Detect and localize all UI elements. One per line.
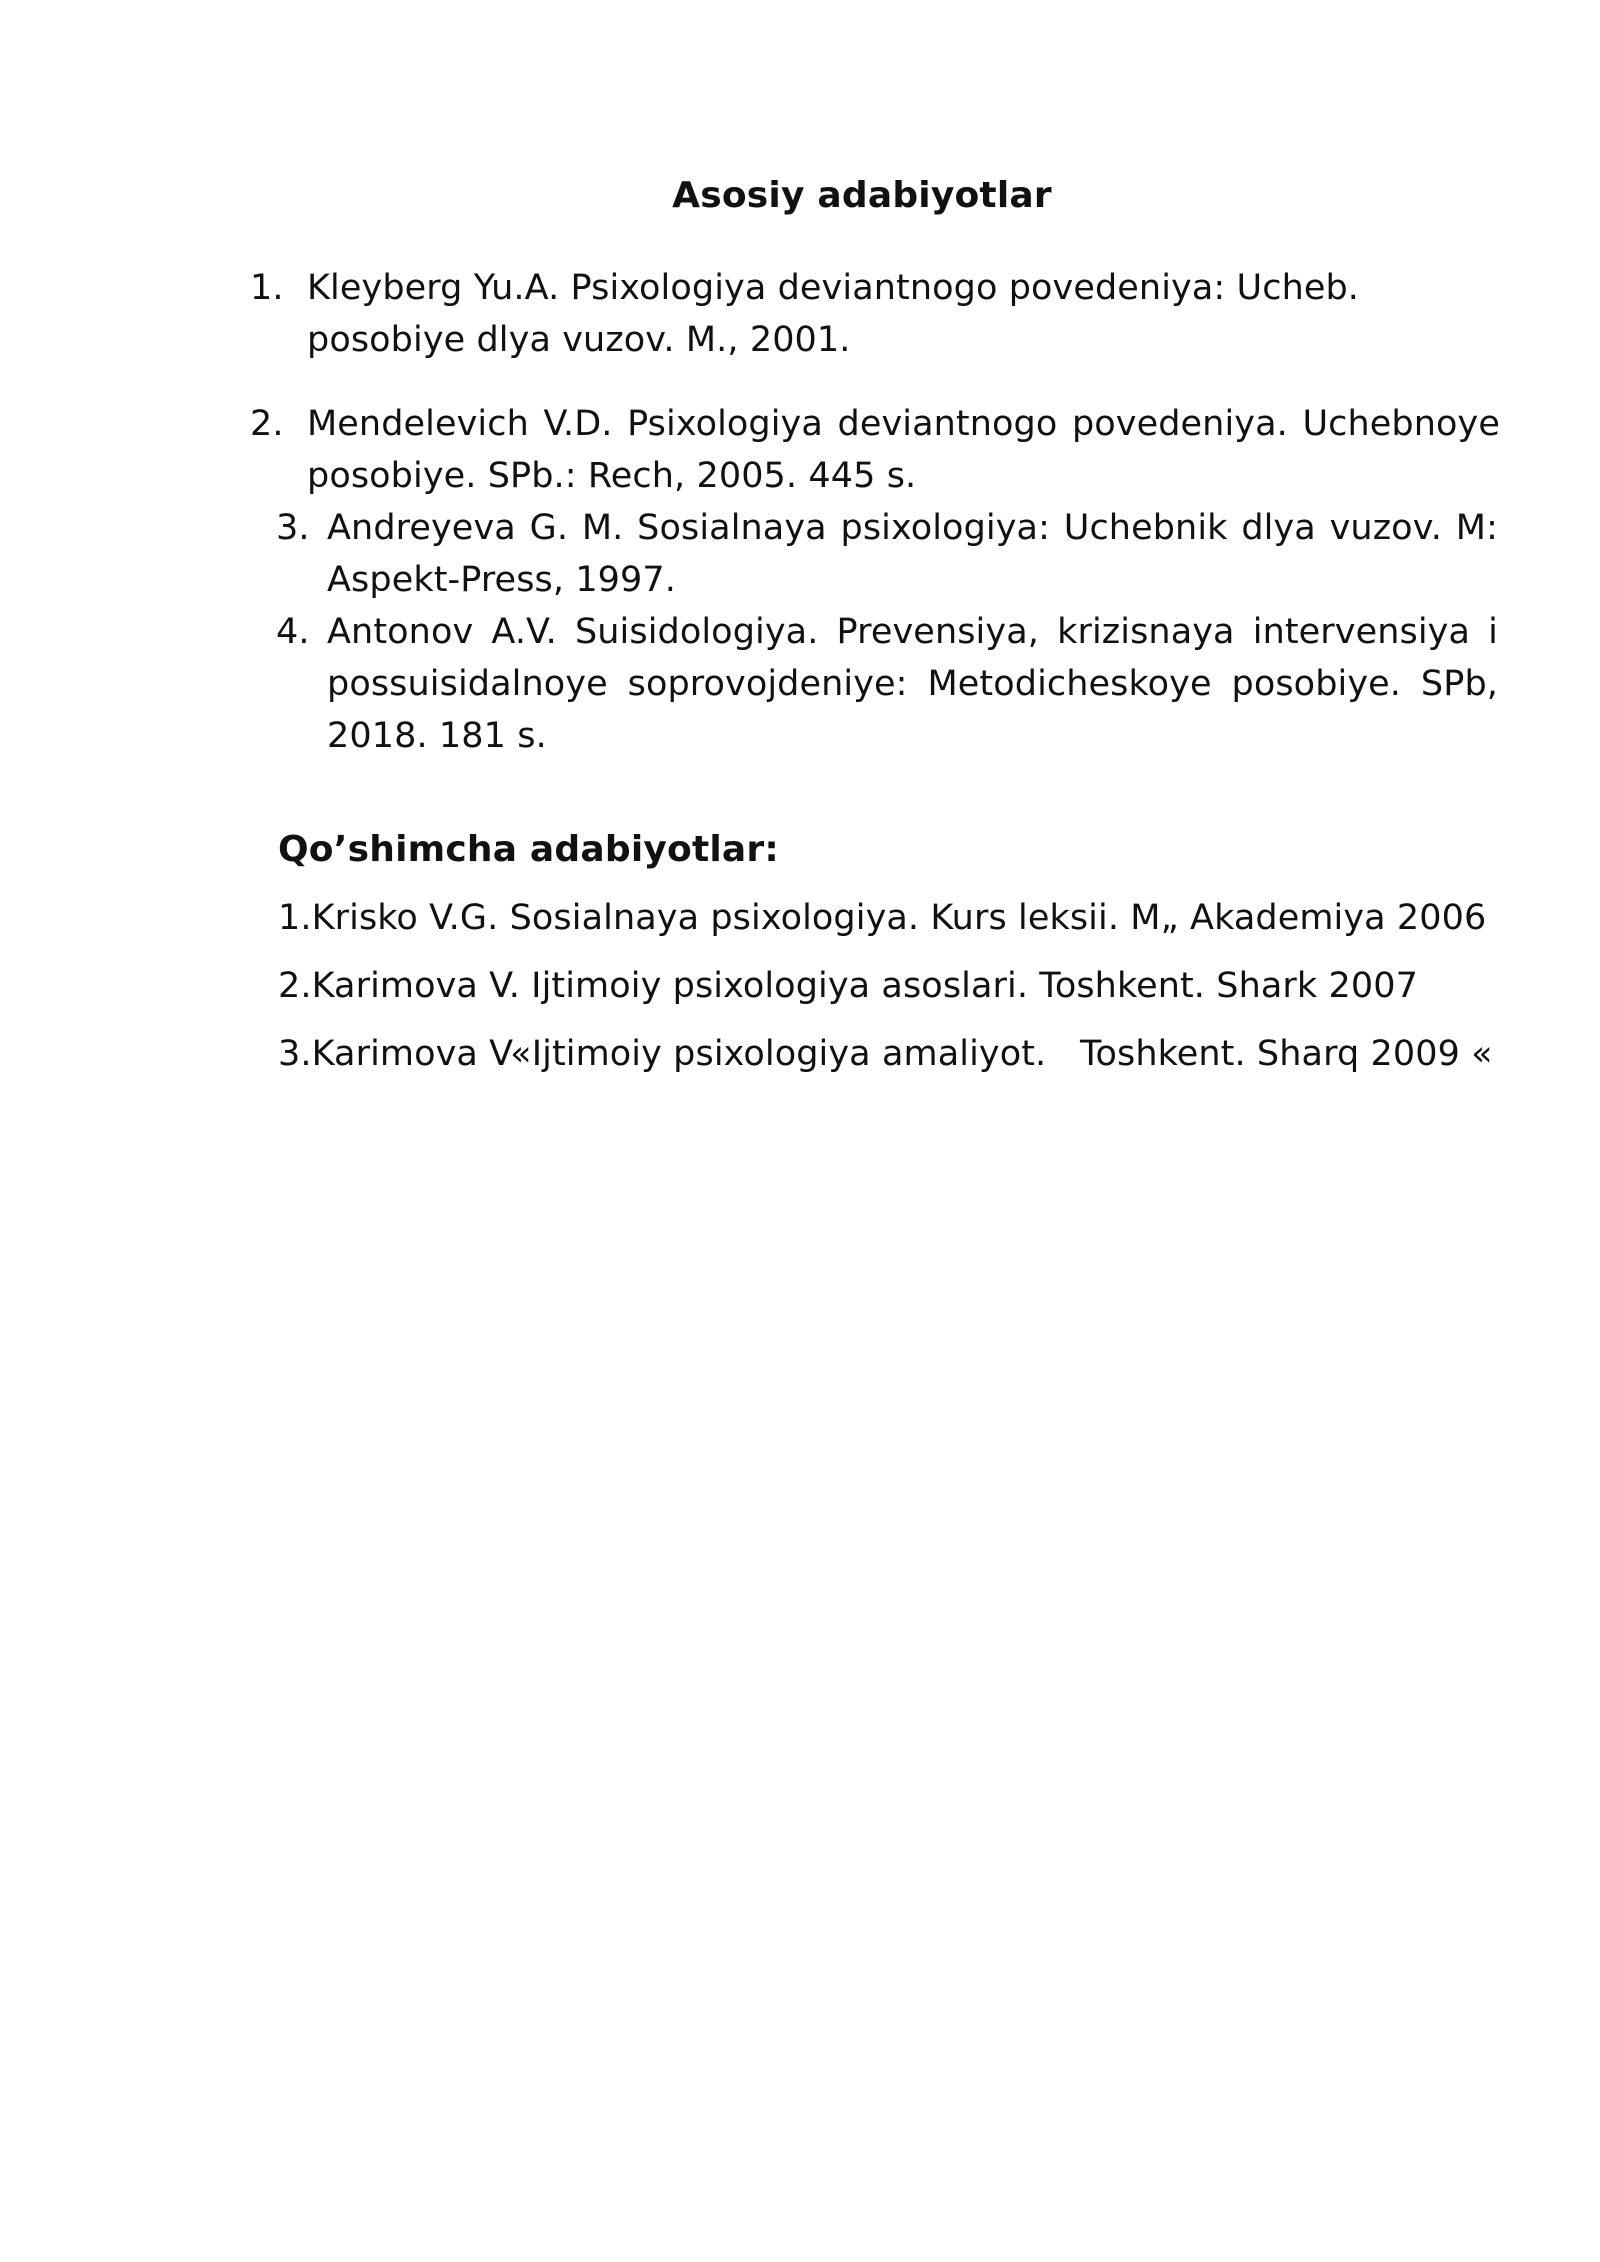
additional-reference-item: 2.Karimova V. Ijtimoiy psixologiya asoslari. Toshkent. Shark 2007 <box>278 966 1418 1006</box>
additional-reference-item: 3.Karimova V«Ijtimoiy psixologiya amaliyot. Toshkent. Sharq 2009 « <box>278 1034 1493 1074</box>
reference-number: 4. <box>276 612 310 652</box>
additional-reference-item: 1.Krisko V.G. Sosialnaya psixologiya. Kurs leksii. M„ Akademiya 2006 <box>278 898 1487 938</box>
reference-text: Antonov A.V. Suisidologiya. Prevensiya, krizisnaya intervensiya i possuisidalnoye soprovojdeniye: Metodicheskoye posobiye. SPb, 2018. 181 s. <box>327 612 1498 756</box>
reference-text: Mendelevich V.D. Psixologiya deviantnogo povedeniya. Uchebnoye posobiye. SPb.: Rech, 2005. 445 s. <box>307 404 1500 496</box>
additional-references-heading: Qo’shimcha adabiyotlar: <box>278 829 779 870</box>
main-reference-item <box>250 398 1500 502</box>
reference-text: Andreyeva G. M. Sosialnaya psixologiya: Uchebnik dlya vuzov. M: Aspekt-Press, 1997. <box>327 508 1498 600</box>
reference-number: 3. <box>276 508 310 548</box>
main-reference-item <box>276 606 1498 762</box>
reference-text: Kleyberg Yu.A. Psixologiya deviantnogo povedeniya: Ucheb. posobiye dlya vuzov. M., 2001. <box>307 268 1360 360</box>
main-reference-item <box>276 502 1498 606</box>
reference-number: 1. <box>250 268 284 308</box>
main-references-heading: Asosiy adabiyotlar <box>672 175 1052 216</box>
reference-number: 2. <box>250 404 284 444</box>
main-reference-item <box>250 262 1490 366</box>
